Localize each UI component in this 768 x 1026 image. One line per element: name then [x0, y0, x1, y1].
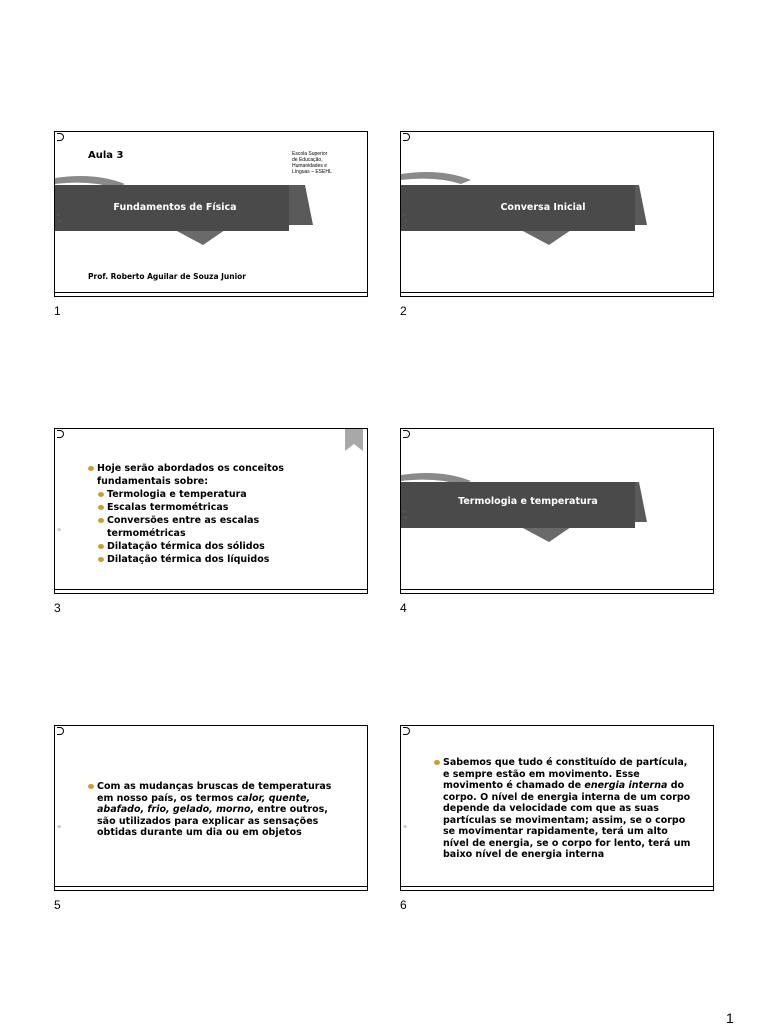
slide-corner-icon [57, 133, 64, 141]
list-item: Dilatação térmica dos líquidos [88, 553, 338, 566]
slide-title: Conversa Inicial [500, 202, 586, 213]
nav-marks-icon: ∞ [403, 824, 408, 830]
list-item: Dilatação térmica dos sólidos [88, 540, 338, 553]
slide-number: 3 [54, 601, 61, 615]
topic-list [88, 462, 338, 566]
slide-title: Termologia e temperatura [458, 496, 598, 507]
author-name: Prof. Roberto Aguilar de Souza Junior [88, 272, 247, 281]
nav-marks-icon: ▶ ◀ ∞ [57, 212, 62, 230]
slide-corner-icon [403, 430, 410, 438]
list-item: Escalas termométricas [88, 501, 338, 514]
slide-body-text: Sabemos que tudo é constituído de partícula, e sempre estão em movimento. Esse movimento é chamado de energia interna do corpo. O nível de energia interna de um corpo depende da velocidade com que as suas partículas se movimentam; assim, se o corpo se movimentar rapidamente, terá um alto nível de energia, se o corpo for lento, terá um baixo nível de energia interna [434, 757, 691, 861]
institution-name: Escola Superior de Educação, Humanidades e Línguas – ESEHL [292, 151, 332, 175]
slide-corner-icon [403, 133, 410, 141]
slide-6 [400, 725, 714, 891]
list-item: Termologia e temperatura [88, 488, 338, 501]
slide-3 [54, 428, 368, 594]
slide-number: 1 [54, 304, 61, 318]
nav-marks-icon: ∞ [57, 824, 62, 830]
slide-body-text: Com as mudanças bruscas de temperaturas em nosso país, os termos calor, quente, abafado, frio, gelado, morno, entre outros, são utilizados para explicar as sensações obtidas durante um dia ou em objetos [88, 781, 342, 839]
list-item: Conversões entre as escalas termométricas [88, 514, 338, 540]
slide-1 [54, 131, 368, 297]
slide-number: 4 [400, 601, 407, 615]
slide-number: 6 [400, 898, 407, 912]
slide-number: 5 [54, 898, 61, 912]
nav-marks-icon: ▶ ◀ ∞ [403, 212, 408, 230]
slide-corner-icon [57, 430, 64, 438]
aula-label: Aula 3 [88, 150, 124, 161]
slide-4 [400, 428, 714, 594]
nav-marks-icon: ∞ [57, 527, 62, 533]
slide-2 [400, 131, 714, 297]
slide-5 [54, 725, 368, 891]
slide-corner-icon [57, 727, 64, 735]
nav-marks-icon: ▶ ◀ ∞ [403, 509, 408, 527]
page-number: 1 [726, 1010, 734, 1026]
list-item: Hoje serão abordados os conceitos fundamentais sobre: [88, 462, 338, 488]
slide-title: Fundamentos de Física [113, 202, 237, 213]
slide-number: 2 [400, 304, 407, 318]
slide-corner-icon [403, 727, 410, 735]
bookmark-icon [345, 429, 363, 451]
